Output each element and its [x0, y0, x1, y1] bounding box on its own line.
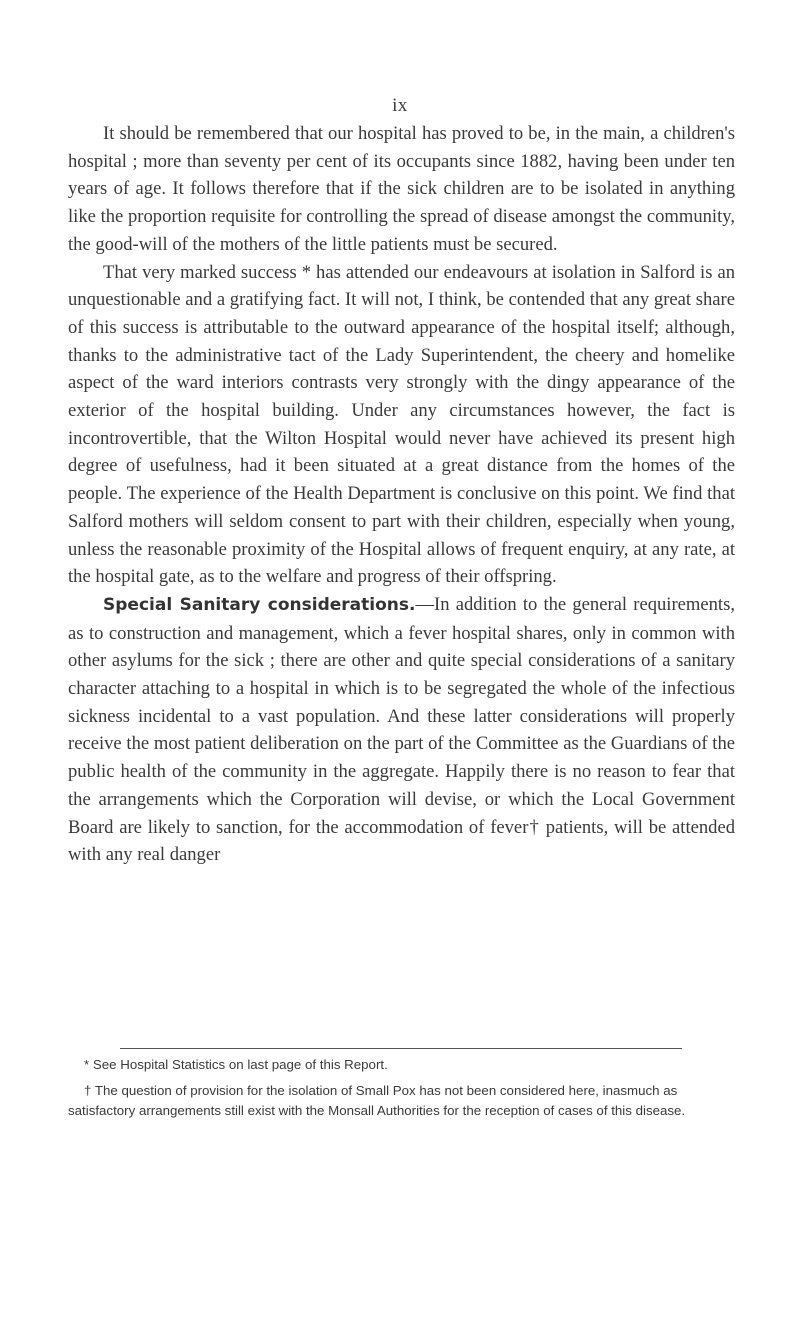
- paragraph-isolation-success: [68, 259, 735, 591]
- paragraph-3-ending: patients, will be attended with any real danger: [68, 816, 736, 866]
- paragraph-children-hospital: It should be remembered that our hospital has proved to be, in the main, a children's hospital ; more than seventy per cent of its occupants since 1882, having been under ten years of age. It follows therefore that if the sick children are to be isolated in anything like the proportion requisite for controlling the spread of disease amongst the community, the good-will of the mothers of the little patients must be secured.: [68, 123, 735, 255]
- page-number: ix: [392, 95, 408, 116]
- paragraph-special-sanitary: [68, 591, 735, 869]
- footnote-hospital-statistics: * See Hospital Statistics on last page of this Report.: [84, 1057, 388, 1072]
- footnote-divider: [120, 1048, 682, 1049]
- paragraph-2-body: has attended our endeavours at isolation in Salford is an unquestionable and a gratifying fact. It will not, I think, be contended that any great share of this success is attributable to the outward appearance of the hospital itself; although, thanks to the administrative tact of the Lady Superintendent, the cheery and homelike aspect of the ward interiors contrasts very strongly with the dingy appearance of the exterior of the hospital building. Under any circumstances however, the fact is incontrovertible, that the Wilton Hospital would never have achieved its present high degree of usefulness, had it been situated at a great distance from the homes of the people. The experience of the Health Department is conclusive on this point. We find that Salford mothers will seldom consent to part with their children, especially when young, unless the reasonable proximity of the Hospital allows of frequent enquiry, at any rate, at the hospital gate, as to the welfare and progress of their offspring.: [68, 261, 735, 588]
- paragraph-2-opening: That very marked success: [103, 261, 297, 283]
- paragraph-3-body: —In addition to the general requirements, as to construction and management, which a fever hospital shares, only in common with other asylums for the sick ; there are other and quite special considerations of a sanitary character attaching to a hospital in which is to be segregated the whole of the infectious sickness incidental to a vast population. And these latter considerations will properly receive the most patient deliberation on the part of the Committee as the Guardians of the public health of the community in the aggregate. Happily there is no reason to fear that the arrangements which the Corporation will devise, or which the Local Government Board are likely to sanction, for the accommodation of fever: [68, 593, 735, 838]
- footnote-small-pox: † The question of provision for the isolation of Small Pox has not been considered here, inasmuch as satisfactory arrangements still exist with the Monsall Authorities for the reception of cases of this disease.: [68, 1082, 686, 1118]
- main-text: [68, 120, 735, 869]
- section-heading: Special Sanitary considerations.: [103, 594, 416, 615]
- footnotes: [68, 1055, 735, 1122]
- footnote-marker-asterisk: *: [296, 261, 317, 283]
- footnote-marker-dagger: †: [528, 816, 540, 838]
